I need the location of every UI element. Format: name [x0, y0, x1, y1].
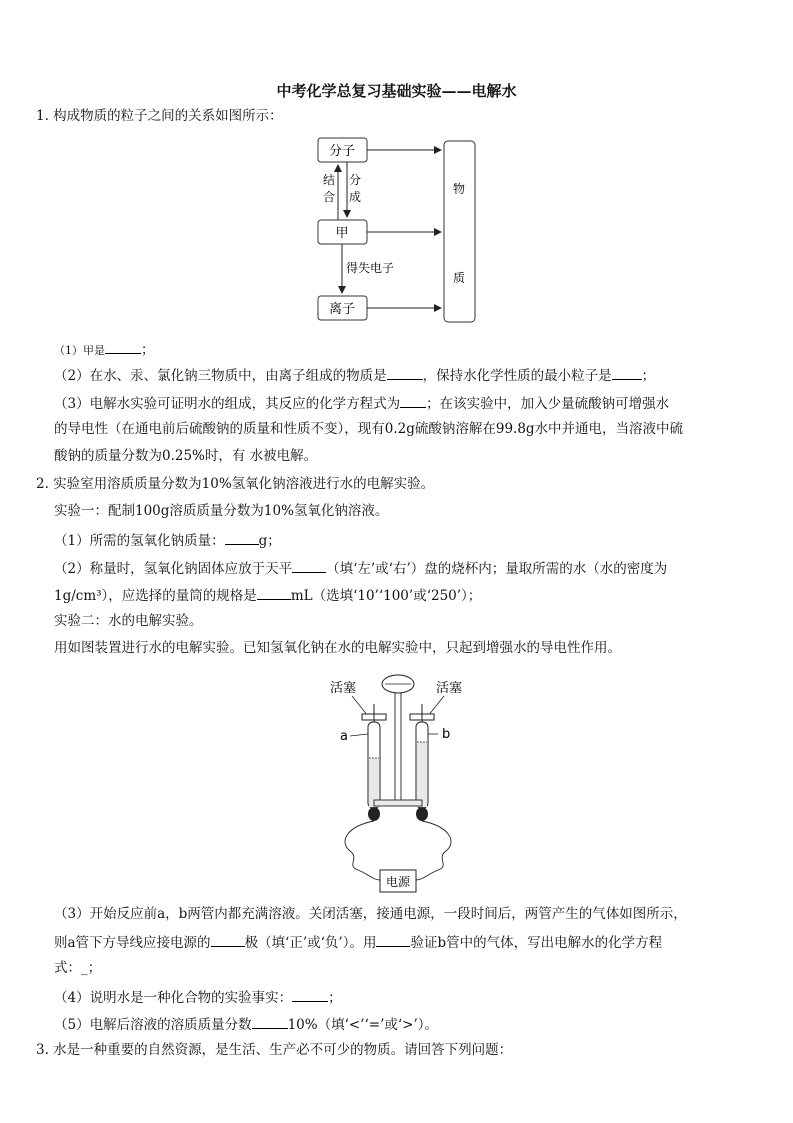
matter-box [444, 141, 475, 322]
q2-part4: （4）说明水是一种化合物的实验事实： ； [54, 987, 342, 1007]
stopcock-left-label: 活塞 [330, 681, 357, 696]
answer-blank[interactable] [292, 558, 326, 573]
answer-blank[interactable] [400, 393, 426, 408]
ion-box-label: 离子 [328, 302, 356, 317]
electrolysis-apparatus [328, 666, 468, 896]
q1-part3-line3: 酸钠的质量分数为0.25%时，有 水被电解。 [54, 448, 318, 464]
q1-part1: （1）甲是 ； [54, 339, 155, 360]
q1-part3-line1: （3）电解水实验可证明水的组成，其反应的化学方程式为 ；在该实验中，加入少量硫酸钠可增强水 [54, 393, 669, 413]
answer-blank[interactable] [257, 585, 291, 600]
q2-description: 用如图装置进行水的电解实验。已知氢氧化钠在水的电解实验中，只起到增强水的导电性作用。 [54, 640, 621, 656]
q2-part3-line3: 式：_； [54, 960, 102, 976]
stopcock-right-label: 活塞 [436, 681, 463, 696]
answer-blank[interactable] [252, 1014, 288, 1029]
q1-part3-line2: 的导电性（在通电前后硫酸钠的质量和性质不变），现有0.2g硫酸钠溶解在99.8g水中并通电，当溶液中硫 [54, 421, 684, 437]
wire-a [345, 821, 380, 880]
particle-relation-diagram [0, 132, 793, 342]
q3-stem: 3. 水是一种重要的自然资源，是生活、生产必不可少的物质。请回答下列问题： [36, 1042, 513, 1058]
combine-label-1: 结 [322, 173, 336, 187]
stopcock-left-pointer [352, 696, 368, 716]
q2-part3-line2: 则a管下方导线应接电源的 极（填‘正’或‘负’）。用 验证b管中的气体，写出电解水的化学方程 [54, 932, 662, 952]
answer-blank[interactable] [292, 987, 328, 1002]
answer-blank[interactable] [225, 530, 259, 545]
center-tube [395, 693, 401, 803]
tube-a-pointer [350, 734, 368, 736]
q2-part5: （5）电解后溶液的溶质质量分数 10%（填‘<’‘=’或‘>’）。 [54, 1014, 438, 1034]
jia-box-label: 甲 [335, 226, 349, 241]
matter-box-label-1: 物 [452, 182, 466, 196]
answer-blank[interactable] [211, 932, 245, 947]
q2-experiment1: 实验一：配制100g溶质质量分数为10%氢氧化钠溶液。 [54, 503, 389, 519]
tube-a-label: a [340, 729, 348, 744]
answer-blank[interactable] [376, 932, 410, 947]
q1-part2: （2）在水、汞、氯化钠三物质中，由离子组成的物质是 ，保持水化学性质的最小粒子是 ； [54, 365, 655, 385]
page-title: 中考化学总复习基础实验——电解水 [276, 82, 517, 100]
combine-label-2: 合 [322, 190, 336, 204]
q2-part2-line1: （2）称量时，氢氧化钠固体应放于天平 （填‘左’或‘右’）盘的烧杯内；量取所需的水（水的密度为 [54, 558, 667, 578]
matter-box-label-2: 质 [452, 271, 466, 285]
connecting-tube [374, 800, 422, 806]
electrode-b [416, 807, 428, 821]
electron-label: 得失电子 [346, 261, 395, 275]
split-label-1: 分 [348, 173, 362, 187]
q1-stem: 1. 构成物质的粒子之间的关系如图所示： [36, 108, 283, 124]
molecule-box-label: 分子 [328, 144, 356, 159]
tube-b-liquid [417, 742, 427, 807]
q2-part1: （1）所需的氢氧化钠质量： g； [54, 530, 281, 550]
power-supply-label: 电源 [385, 875, 411, 889]
tube-b-label: b [442, 727, 451, 742]
q2-part3-line1: （3）开始反应前a，b两管内都充满溶液。关闭活塞，接通电源，一段时间后，两管产生的气体如图所示， [54, 906, 687, 922]
split-label-2: 成 [348, 190, 362, 204]
wire-b [416, 821, 451, 880]
q2-experiment2: 实验二：水的电解实验。 [54, 613, 203, 629]
q2-part2-line2: 1g/cm³），应选择的量筒的规格是 mL（选填‘10’‘100’或‘250’）； [54, 585, 481, 605]
answer-blank[interactable] [387, 365, 423, 380]
answer-blank[interactable] [105, 339, 141, 354]
q2-stem: 2. 实验室用溶质质量分数为10%氢氧化钠溶液进行水的电解实验。 [36, 476, 435, 492]
stopcock-right-pointer [428, 696, 444, 716]
answer-blank[interactable] [612, 365, 642, 380]
electrode-a [368, 807, 380, 821]
